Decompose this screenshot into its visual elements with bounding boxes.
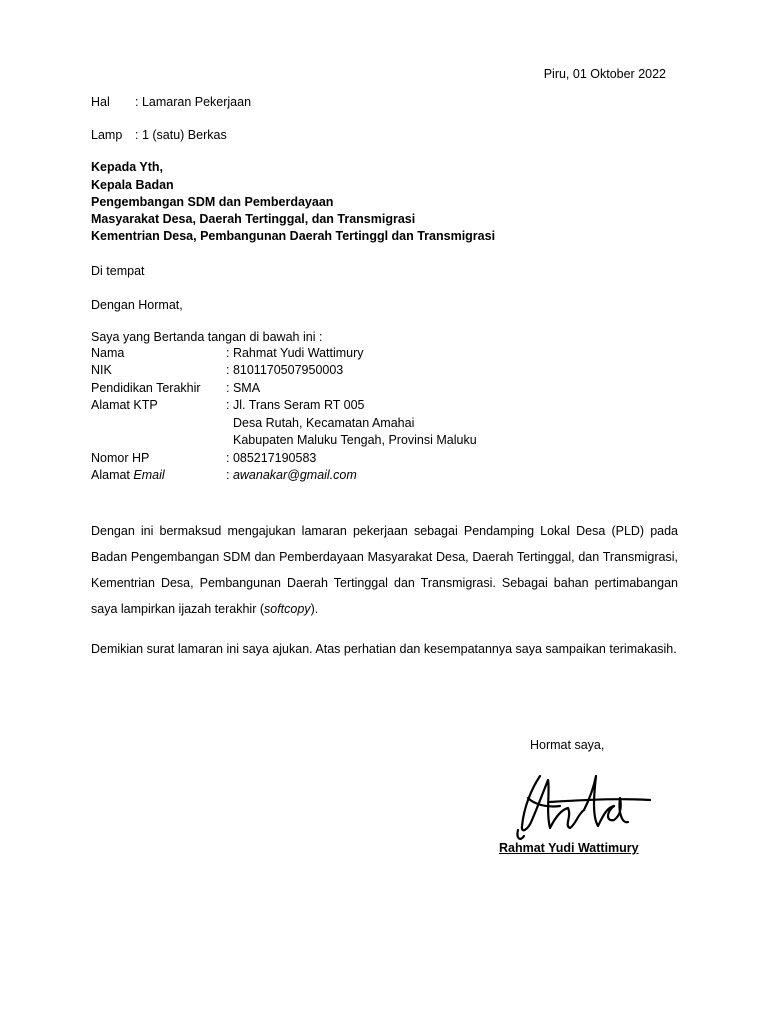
field-value-email (226, 468, 357, 482)
recipient-line: Masyarakat Desa, Daerah Tertinggal, dan Transmigrasi (91, 212, 416, 226)
signature-image (510, 768, 660, 848)
field-value-nik: : 8101170507950003 (226, 363, 344, 377)
lamp-label: Lamp (91, 128, 123, 142)
recipient-line: Kepada Yth, (91, 160, 164, 174)
hal-label: Hal (91, 95, 110, 109)
greeting-line: Dengan Hormat, (91, 298, 183, 312)
recipient-line: Kepala Badan (91, 178, 174, 192)
field-label-email (91, 468, 165, 482)
field-label-nama: Nama (91, 346, 125, 360)
field-value-alamat: : Jl. Trans Seram RT 005 (226, 398, 365, 412)
body-paragraph-1-suffix: ). (310, 602, 319, 616)
closing-line: Hormat saya, (530, 738, 605, 752)
email-address: awanakar@gmail.com (232, 468, 357, 482)
recipient-line: Kementrian Desa, Pembangunan Daerah Tertinggl dan Transmigrasi (91, 229, 496, 243)
date-line: Piru, 01 Oktober 2022 (543, 67, 666, 81)
field-label-pendidikan: Pendidikan Terakhir (91, 381, 201, 395)
field-label-hp: Nomor HP (91, 451, 150, 465)
field-value-alamat-line3: Kabupaten Maluku Tengah, Provinsi Maluku (233, 433, 477, 447)
body-paragraph-2: Demikian surat lamaran ini saya ajukan. Atas perhatian dan kesempatannya saya sampaikan terimakasih. (91, 642, 677, 656)
field-label-nik: NIK (91, 363, 112, 377)
place-line: Di tempat (91, 264, 145, 278)
intro-line: Saya yang Bertanda tangan di bawah ini : (91, 330, 323, 344)
lamp-value: : 1 (satu) Berkas (135, 128, 227, 142)
signer-name: Rahmat Yudi Wattimury (499, 841, 639, 855)
email-value-prefix: : (226, 468, 233, 482)
hal-value: : Lamaran Pekerjaan (135, 95, 252, 109)
field-value-pendidikan: : SMA (226, 381, 261, 395)
email-label-italic: Email (133, 468, 165, 482)
body-paragraph-1 (91, 518, 678, 622)
email-label-prefix: Alamat (91, 468, 134, 482)
field-value-alamat-line2: Desa Rutah, Kecamatan Amahai (233, 416, 415, 430)
body-paragraph-1-text: Dengan ini bermaksud mengajukan lamaran pekerjaan sebagai Pendamping Lokal Desa (PLD) pada Badan Pengembangan SDM dan Pemberdayaan Masyarakat Desa, Daerah Tertinggal, dan Transmigrasi, Kementrian Desa, Pembangunan Daerah Tertinggal dan Transmigrasi. Sebagai bahan pertimabangan saya lampirkan ijazah terakhir ( (91, 524, 678, 616)
field-value-nama: : Rahmat Yudi Wattimury (226, 346, 364, 360)
body-paragraph-1-italic: softcopy (264, 602, 311, 616)
recipient-line: Pengembangan SDM dan Pemberdayaan (91, 195, 334, 209)
field-value-hp: : 085217190583 (226, 451, 317, 465)
field-label-alamat: Alamat KTP (91, 398, 158, 412)
